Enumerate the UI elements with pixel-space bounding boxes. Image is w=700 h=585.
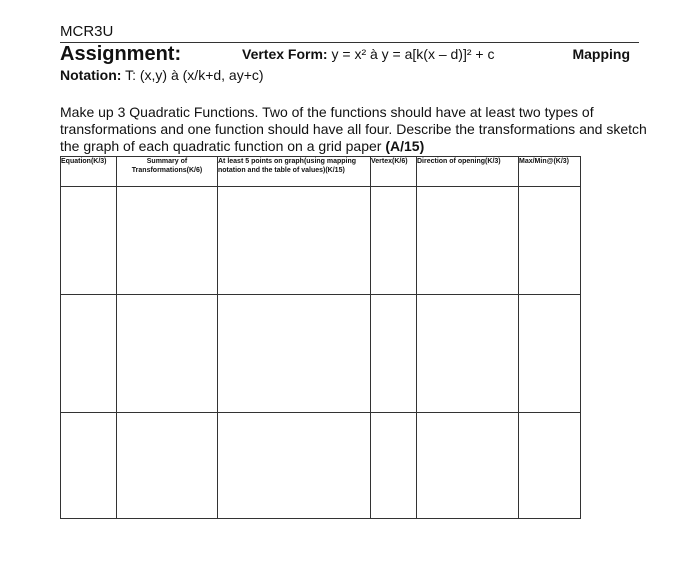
cell-summary[interactable] <box>117 187 218 295</box>
vertex-form-line <box>242 46 494 63</box>
cell-vertex[interactable] <box>371 187 417 295</box>
cell-direction[interactable] <box>417 413 519 519</box>
cell-points[interactable] <box>218 187 371 295</box>
assignment-table <box>60 156 581 519</box>
column-header-maxmin: Max/Min@(K/3) <box>519 157 581 187</box>
cell-maxmin[interactable] <box>519 295 581 413</box>
cell-maxmin[interactable] <box>519 187 581 295</box>
instructions-marks: (A/15) <box>385 138 425 154</box>
mapping-label: Mapping <box>572 46 630 62</box>
table-row <box>61 295 581 413</box>
cell-equation[interactable] <box>61 413 117 519</box>
cell-equation[interactable] <box>61 295 117 413</box>
cell-summary[interactable] <box>117 413 218 519</box>
cell-equation[interactable] <box>61 187 117 295</box>
cell-points[interactable] <box>218 413 371 519</box>
column-header-vertex: Vertex(K/6) <box>371 157 417 187</box>
vertex-form-label: Vertex Form: <box>242 46 328 62</box>
table-row <box>61 413 581 519</box>
cell-points[interactable] <box>218 295 371 413</box>
cell-vertex[interactable] <box>371 295 417 413</box>
instructions-text: Make up 3 Quadratic Functions. Two of the functions should have at least two types of transformations and one function should have all four. Describe the transformations and sketch the graph of each quadratic function on a grid paper <box>60 104 647 154</box>
column-header-direction: Direction of opening(K/3) <box>417 157 519 187</box>
notation-label: Notation: <box>60 67 122 83</box>
instructions <box>60 104 650 155</box>
notation-expression: T: (x,y) à (x/k+d, ay+c) <box>125 67 264 83</box>
cell-summary[interactable] <box>117 295 218 413</box>
cell-vertex[interactable] <box>371 413 417 519</box>
table-header-row <box>61 157 581 187</box>
vertex-form-expression: y = x² à y = a[k(x – d)]² + c <box>331 46 495 62</box>
column-header-points: At least 5 points on graph(using mapping notation and the table of values)(K/15) <box>218 157 371 187</box>
table-row <box>61 187 581 295</box>
cell-direction[interactable] <box>417 295 519 413</box>
column-header-equation: Equation(K/3) <box>61 157 117 187</box>
cell-direction[interactable] <box>417 187 519 295</box>
notation-line <box>60 67 264 84</box>
assignment-heading: Assignment: <box>60 43 182 65</box>
course-code: MCR3U <box>60 23 114 40</box>
cell-maxmin[interactable] <box>519 413 581 519</box>
column-header-summary: Summary of Transformations(K/6) <box>117 157 218 187</box>
